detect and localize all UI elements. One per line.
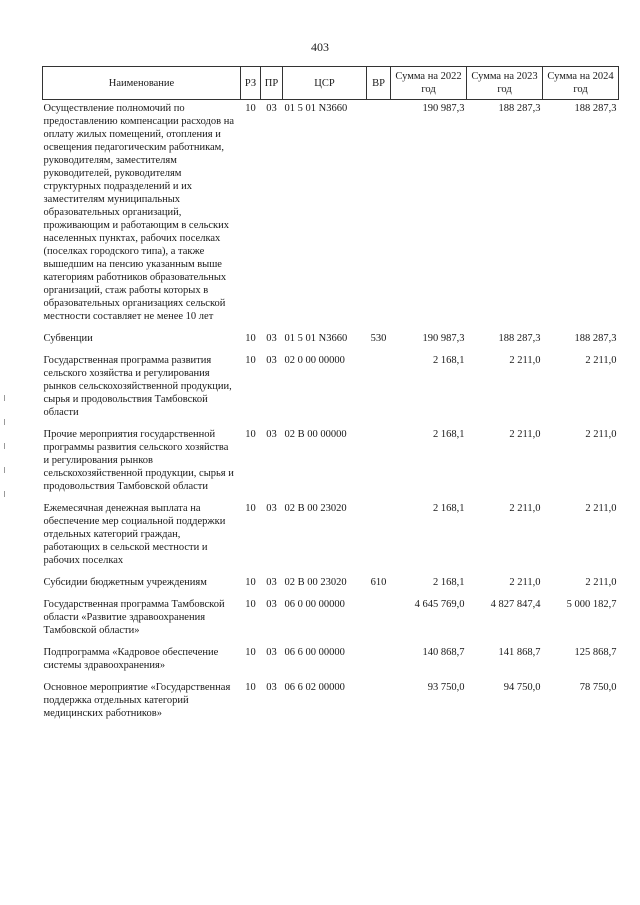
cell-sum-2023: 2 211,0 (509, 577, 541, 588)
cell-rz: 10 (245, 682, 256, 693)
cell-sum-2023: 2 211,0 (509, 429, 541, 440)
cell-vr (367, 352, 391, 426)
column-header-csr: ЦСР (283, 67, 367, 100)
table-row (43, 100, 619, 331)
cell-sum-2024: 2 211,0 (585, 577, 617, 588)
cell-name: Субсидии бюджетным учреждениям (43, 577, 207, 588)
cell-rz: 10 (245, 355, 256, 366)
cell-sum-2024: 188 287,3 (574, 103, 617, 114)
cell-sum-2023: 2 211,0 (509, 503, 541, 514)
table-row (43, 426, 619, 500)
cell-name: Прочие мероприятия государственной программы развития сельского хозяйства и регулирования рынков сельскохозяйственной продукции, сырья и продовольствия Тамбовской области (43, 429, 234, 492)
cell-csr: 06 6 00 00000 (284, 647, 345, 658)
budget-table (42, 66, 619, 727)
cell-pr: 03 (266, 577, 277, 588)
column-header-vr: ВР (367, 67, 391, 100)
scan-edge-marks (4, 395, 6, 545)
cell-sum-2024: 2 211,0 (585, 503, 617, 514)
cell-rz: 10 (245, 503, 256, 514)
cell-vr (367, 679, 391, 727)
cell-rz: 10 (245, 599, 256, 610)
cell-rz: 10 (245, 577, 256, 588)
cell-rz: 10 (245, 103, 256, 114)
table-row (43, 574, 619, 596)
cell-vr (367, 596, 391, 644)
cell-pr: 03 (266, 599, 277, 610)
cell-sum-2024: 5 000 182,7 (566, 599, 617, 610)
table-row (43, 679, 619, 727)
cell-sum-2024: 2 211,0 (585, 355, 617, 366)
cell-sum-2023: 2 211,0 (509, 355, 541, 366)
cell-sum-2022: 140 868,7 (422, 647, 465, 658)
scan-mark (4, 467, 5, 473)
cell-sum-2022: 2 168,1 (433, 503, 465, 514)
cell-csr: 02 В 00 23020 (284, 503, 347, 514)
cell-rz: 10 (245, 429, 256, 440)
table-header-row (43, 67, 619, 100)
table-row (43, 596, 619, 644)
column-header-sum-2024: Сумма на 2024 год (543, 67, 619, 100)
cell-rz: 10 (245, 333, 256, 344)
cell-pr: 03 (266, 647, 277, 658)
cell-name: Основное мероприятие «Государственная поддержка отдельных категорий медицинских работников» (43, 682, 231, 719)
cell-csr: 02 В 00 23020 (284, 577, 347, 588)
cell-name: Государственная программа развития сельского хозяйства и регулирования рынков сельскохозяйственной продукции, сырья и продовольствия Тамбовской области (43, 355, 232, 418)
cell-sum-2022: 93 750,0 (427, 682, 465, 693)
cell-sum-2024: 125 868,7 (574, 647, 617, 658)
cell-pr: 03 (266, 355, 277, 366)
column-header-sum-2023: Сумма на 2023 год (467, 67, 543, 100)
cell-csr: 01 5 01 N3660 (284, 333, 348, 344)
cell-sum-2023: 188 287,3 (498, 103, 541, 114)
cell-vr (367, 644, 391, 679)
cell-rz: 10 (245, 647, 256, 658)
scan-mark (4, 395, 5, 401)
cell-sum-2022: 4 645 769,0 (414, 599, 465, 610)
cell-vr: 610 (370, 577, 387, 588)
cell-vr: 530 (370, 333, 387, 344)
table-row (43, 352, 619, 426)
cell-sum-2023: 4 827 847,4 (490, 599, 541, 610)
cell-csr: 01 5 01 N3660 (284, 103, 348, 114)
cell-name: Осуществление полномочий по предоставлению компенсации расходов на оплату жилых помещений, отопления и освещения педагогическим работникам, руководителям, заместителям руководителей, руководителям структурных подразделений и их заместителям муниципальных образовательных организаций, проживающим и работающим в сельских населенных пунктах, рабочих поселках (поселках городского типа), а также вышедшим на пенсию указанным выше категориям работников образовательных организаций, стаж работы которых в образовательных организациях сельской местности составляет не менее 10 лет (43, 103, 234, 322)
cell-name: Субвенции (43, 333, 93, 344)
column-header-name: Наименование (43, 67, 241, 100)
cell-csr: 02 В 00 00000 (284, 429, 347, 440)
cell-pr: 03 (266, 503, 277, 514)
page-number: 403 (311, 40, 329, 54)
cell-sum-2023: 188 287,3 (498, 333, 541, 344)
cell-sum-2024: 188 287,3 (574, 333, 617, 344)
cell-sum-2024: 2 211,0 (585, 429, 617, 440)
cell-pr: 03 (266, 682, 277, 693)
cell-sum-2022: 2 168,1 (433, 577, 465, 588)
cell-name: Государственная программа Тамбовской области «Развитие здравоохранения Тамбовской области» (43, 599, 225, 636)
cell-name: Подпрограмма «Кадровое обеспечение системы здравоохранения» (43, 647, 219, 671)
table-row (43, 330, 619, 352)
cell-sum-2022: 190 987,3 (422, 333, 465, 344)
cell-sum-2023: 94 750,0 (503, 682, 541, 693)
scan-mark (4, 419, 5, 425)
column-header-sum-2022: Сумма на 2022 год (391, 67, 467, 100)
scan-mark (4, 491, 5, 497)
column-header-rz: РЗ (241, 67, 261, 100)
cell-csr: 06 6 02 00000 (284, 682, 345, 693)
cell-csr: 06 0 00 00000 (284, 599, 345, 610)
cell-sum-2024: 78 750,0 (579, 682, 617, 693)
cell-vr (367, 500, 391, 574)
cell-pr: 03 (266, 429, 277, 440)
scan-mark (4, 443, 5, 449)
cell-sum-2022: 190 987,3 (422, 103, 465, 114)
cell-vr (367, 100, 391, 331)
cell-pr: 03 (266, 103, 277, 114)
table-row (43, 500, 619, 574)
cell-vr (367, 426, 391, 500)
cell-sum-2022: 2 168,1 (433, 355, 465, 366)
table-row (43, 644, 619, 679)
cell-csr: 02 0 00 00000 (284, 355, 345, 366)
cell-sum-2022: 2 168,1 (433, 429, 465, 440)
cell-sum-2023: 141 868,7 (498, 647, 541, 658)
cell-name: Ежемесячная денежная выплата на обеспечение мер социальной поддержки отдельных категорий граждан, работающих в сельской местности и рабочих поселках (43, 503, 226, 566)
cell-pr: 03 (266, 333, 277, 344)
column-header-pr: ПР (261, 67, 283, 100)
